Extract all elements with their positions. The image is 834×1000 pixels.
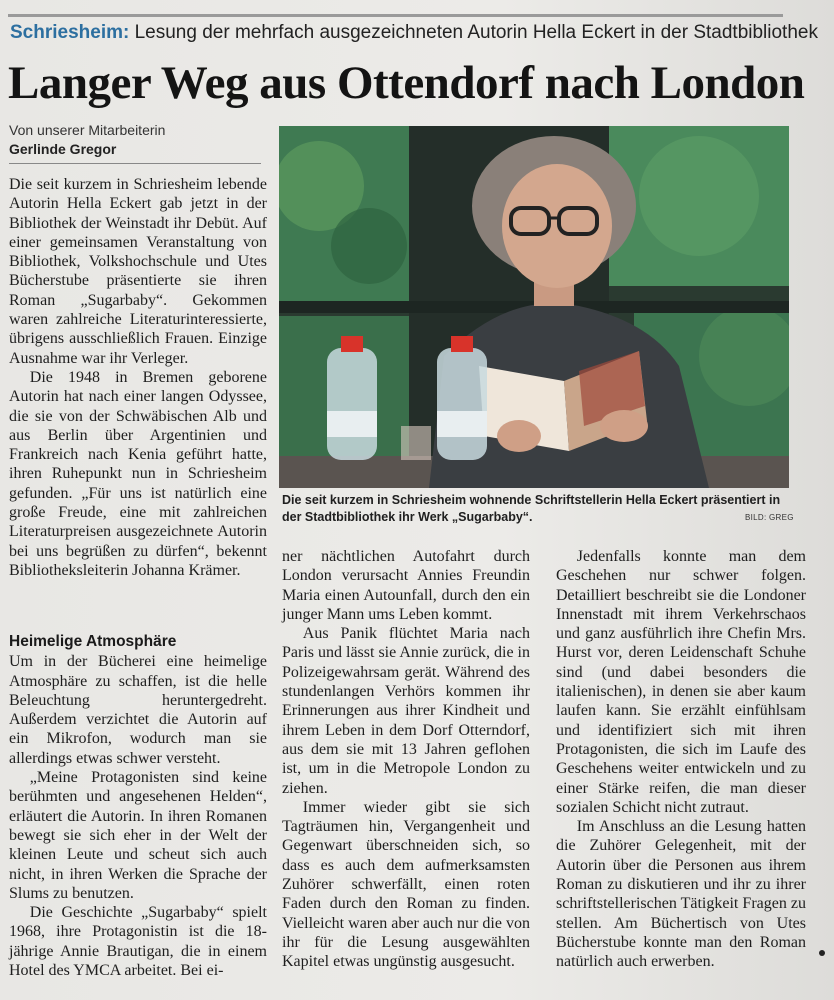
column-1-bottom	[9, 625, 267, 980]
paragraph: Um in der Bücherei eine heimelige Atmosphäre zu schaffen, ist die helle Beleuchtung heruntergedreht. Außerdem verzichtet die Autorin auf ein Mikrofon, wodurch man sie allerdings etwas schwer versteht.	[9, 653, 267, 767]
column-2	[282, 547, 530, 972]
kicker-place: Schriesheim:	[10, 22, 130, 43]
top-rule	[8, 14, 783, 17]
photo-credit: BILD: GREG	[745, 513, 794, 522]
article-kicker	[10, 22, 818, 44]
byline-label: Von unserer Mitarbeiterin	[9, 122, 166, 138]
paragraph: Die seit kurzem in Schriesheim lebende Autorin Hella Eckert gab jetzt in der Bibliothek der Weinstadt ihr Debüt. Auf einer gemeinsamen Veranstaltung von Bibliothek, Volkshochschule und Utes Bücherstube präsentierte sie ihren Roman „Sugarbaby“. Gekommen waren zahlreiche Literaturinteressierte, übrigens ausschließlich Frauen. Einzige Ausnahme war ihr Verleger.	[9, 176, 267, 367]
paragraph: Jedenfalls konnte man dem Geschehen nur schwer folgen. Detailliert beschreibt sie die Londoner Innenstadt mit ihrem Verkehrschaos und ganz ausführlich ihre Chefin Mrs. Hurst vor, deren Leidenschaft Schuhe sind (und dabei besonders die italienischen), in denen sie aber kaum laufen kann. Sie erzählt einfühlsam und identifiziert sich mit ihren Protagonisten, die sich im Laufe des Geschehens weiter entwickeln und zu einer Stärke reifen, die man dieser sozialen Schicht nicht zutraut.	[556, 548, 806, 816]
paragraph: Die 1948 in Bremen geborene Autorin hat nach einer langen Odyssee, die sie von der Schwäbischen Alb und aus Berlin über Argentinien und Frankreich nach Kenia geführt hatte, ihren Ruhepunkt nun in Schriesheim gefunden. „Für uns ist natürlich eine große Freude, eine mit zahlreichen Literaturpreisen ausgezeichnete Autorin bei uns begrüßen zu dürfen“, bekennt Bibliotheksleiterin Johanna Krämer.	[9, 368, 267, 579]
paragraph: Immer wieder gibt sie sich Tagträumen hin, Vergangenheit und Gegenwart überschneiden sich, so dass es auch dem aufmerksamsten Zuhörer schwerfällt, einen roten Faden durch den Roman zu finden. Vielleicht waren aber auch nur die von ihr für die Lesung ausgewählten Kapitel etwas ungünstig ausgesucht.	[282, 798, 530, 971]
paragraph: Im Anschluss an die Lesung hatten die Zuhörer Gelegenheit, mit der Autorin über die Personen aus ihrem Roman zu diskutieren und ihr zu ihrer schriftstellerischen Tätigkeit Fragen zu stellen. Am Büchertisch von Utes Bücherstube konnte man den Roman natürlich auch erwerben.	[556, 818, 806, 971]
article-photo	[279, 126, 789, 488]
byline-divider	[9, 163, 261, 164]
column-3	[556, 547, 806, 972]
paragraph: ner nächtlichen Autofahrt durch London verursacht Annies Freundin Maria einen Autounfall, durch den ein junger Mann ums Leben kommt.	[282, 548, 530, 623]
byline-author: Gerlinde Gregor	[9, 141, 117, 157]
column-1-top	[9, 175, 267, 580]
subheading: Heimelige Atmosphäre	[9, 633, 177, 650]
kicker-text: Lesung der mehrfach ausgezeichneten Autorin Hella Eckert in der Stadtbibliothek	[129, 22, 818, 43]
photo-reading-author	[279, 126, 789, 488]
article-headline: Langer Weg aus Ottendorf nach London	[8, 57, 805, 109]
paragraph: Die Geschichte „Sugarbaby“ spielt 1968, ihre Protagonistin ist die 18-jährige Annie Brautigan, die in einem Hotel des YMCA arbeitet. Bei ei-	[9, 904, 267, 980]
paragraph: Aus Panik flüchtet Maria nach Paris und lässt sie Annie zurück, die in Polizeigewahrsam gerät. Während des stundenlangen Verhörs kommen ihr Erinnerungen aus ihrer Kindheit und ihrem Leben in dem Dorf Otterndorf, aus dem sie mit 13 Jahren geflohen ist, um in die Metropole London zu ziehen.	[282, 625, 530, 797]
photo-caption: Die seit kurzem in Schriesheim wohnende Schriftstellerin Hella Eckert präsentiert in der Stadtbibliothek ihr Werk „Sugarbaby“.	[282, 493, 781, 524]
end-marker-dot	[819, 950, 825, 956]
paragraph: „Meine Protagonisten sind keine berühmten und angesehenen Helden“, erläutert die Autorin. In ihren Romanen bewegt sie sich eher in der Welt der kleinen Leute und scheut sich auch nicht, in ihren Werken die Sprache der Slums zu benutzen.	[9, 769, 267, 902]
